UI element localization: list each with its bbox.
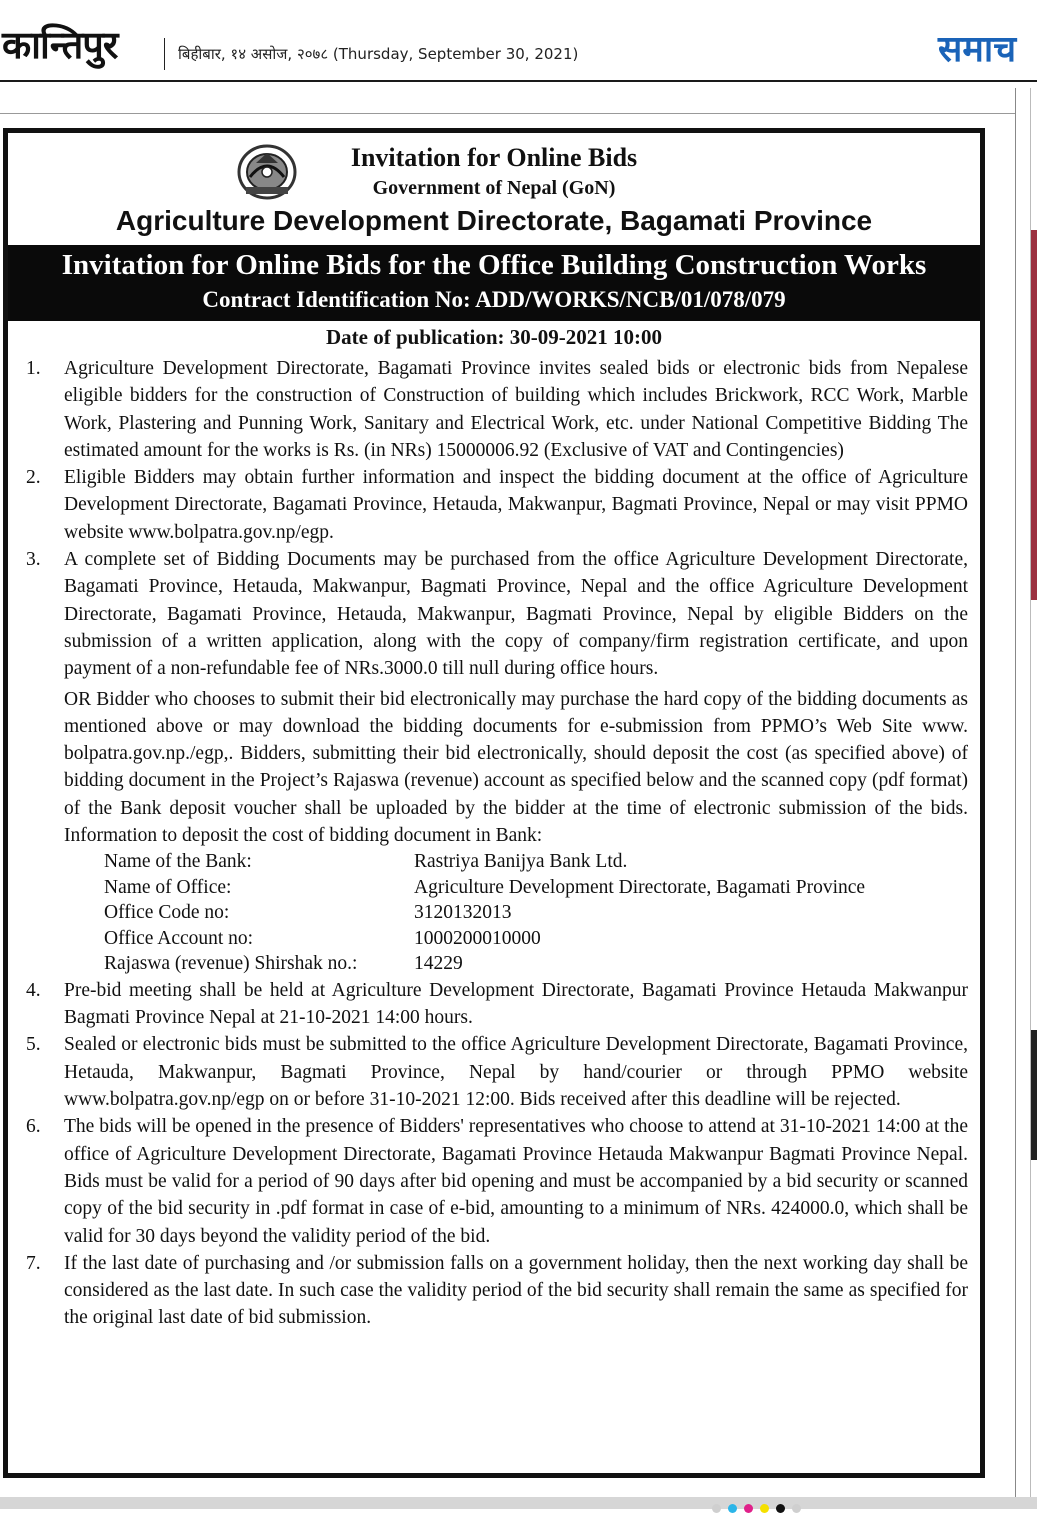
masthead-section-title: समाच <box>938 29 1017 70</box>
list-item: 5. Sealed or electronic bids must be submitted to the office Agriculture Development Directorate, Bagamati Province, Hetauda, Makwanpur, Bagmati Province, Nepal by hand/courier or through PPMO website www.bolpatra.gov.np/egp on or before 31-10-2021 12:00. Bids received after this deadline will be rejected. <box>26 1034 968 1111</box>
newspaper-logo: कान्तिपुर <box>2 23 118 67</box>
newspaper-masthead <box>0 0 1037 80</box>
band-title: Invitation for Online Bids for the Office Building Construction Works <box>61 249 927 281</box>
bank-detail-row: Name of Office: Agriculture Development Directorate, Bagamati Province <box>104 876 866 898</box>
bank-detail-row: Office Code no: 3120132013 <box>104 902 512 924</box>
publication-date: Date of publication: 30-09-2021 10:00 <box>326 325 662 349</box>
masthead-rule <box>0 80 1037 82</box>
notice-body <box>22 355 968 1332</box>
adjacent-column-image <box>1031 230 1037 600</box>
government-line: Government of Nepal (GoN) <box>372 177 616 199</box>
list-item: 7. If the last date of purchasing and /or submission falls on a government holiday, then the next working day shall be considered as the last date. In such case the validity period of the bid security shall remain the same as specified for the original last date of bid submission. <box>26 1252 968 1329</box>
title-band <box>8 245 980 321</box>
column-divider <box>1015 88 1016 1498</box>
list-item: 6. The bids will be opened in the presence of Bidders' representatives who choose to attend at 31-10-2021 14:00 at the office of Agriculture Development Directorate, Bagamati Province Hetauda Makwanpur Bagmati Province Nepal. Bids must be valid for a period of 90 days after bid opening and must be accompanied by a bid security or scanned copy of the bid security in .pdf format in case of e-bid, amounting to a minimum of NRs. 424000.0, which shall be valid for 30 days beyond the validity period of the bid. <box>26 1116 968 1247</box>
page-rule <box>0 113 1015 114</box>
bank-detail-row: Office Account no: 1000200010000 <box>104 927 541 949</box>
directorate-title: Agriculture Development Directorate, Bagamati Province <box>115 205 873 236</box>
list-item: 3. A complete set of Bidding Documents may be purchased from the office Agriculture Development Directorate, Bagamati Province, Hetauda, Makwanpur, Bagmati Province, Nepal and the office Agriculture Development Directorate, Bagamati Province, Hetauda, Makwanpur, Bagmati Province, Nepal by eligible Bidders on the submission of a written application, along with the copy of company/firm registration certificate, and upon payment of a non-refundable fee of NRs.3000.0 till null during office hours. <box>26 549 968 680</box>
list-item: 4. Pre-bid meeting shall be held at Agriculture Development Directorate, Bagamati Province Hetauda Makwanpur Bagmati Province Nepal at 21-10-2021 14:00 hours. <box>26 979 968 1029</box>
contract-id: Contract Identification No: ADD/WORKS/NCB/01/078/079 <box>202 287 786 312</box>
print-registration-marks <box>712 1500 804 1518</box>
bank-detail-row: Rajaswa (revenue) Shirshak no.: 14229 <box>104 953 463 975</box>
bank-detail-row: Name of the Bank: Rastriya Banijya Bank Ltd. <box>104 851 628 873</box>
electronic-bid-paragraph: OR Bidder who chooses to submit their bid electronically may purchase the hard copy of the bidding documents as mentioned above or may download the bidding documents for e-submission from PPMO’s Web Site www. bolpatra.gov.np./egp,. Bidders, submitting their bid electronically, should deposit the cost (as specified above) of bidding document in the Project’s Rajaswa (revenue) account as specified below and the scanned copy (pdf format) of the Bank deposit voucher shall be uploaded by the bidder at the time of electronic submission of the bids. Information to deposit the cost of bidding document in Bank: <box>64 688 968 847</box>
masthead-divider <box>164 38 165 70</box>
masthead-date: बिहीबार, १४ असोज, २०७८ (Thursday, September 30, 2021) <box>178 45 579 63</box>
bank-details <box>22 849 968 977</box>
list-item: 1. Agriculture Development Directorate, Bagamati Province invites sealed bids or electronic bids from Nepalese eligible bidders for the construction of Construction of building which includes Brickwork, RCC Work, Marble Work, Plastering and Punning Work, Sanitary and Electrical Work, etc. under National Competitive Bidding The estimated amount for the works is Rs. (in NRs) 15000006.92 (Exclusive of VAT and Contingencies) <box>26 358 968 461</box>
page-bottom-bar <box>0 1497 1037 1509</box>
list-item: 2. Eligible Bidders may obtain further information and inspect the bidding document at the office of Agriculture Development Directorate, Bagamati Province, Hetauda, Makwanpur, Bagmati Province, Nepal or may visit PPMO website www.bolpatra.gov.np/egp. <box>26 467 968 543</box>
notice-heading: Invitation for Online Bids <box>350 143 638 172</box>
adjacent-column-text <box>1031 1030 1037 1160</box>
bid-notice <box>3 128 985 1478</box>
